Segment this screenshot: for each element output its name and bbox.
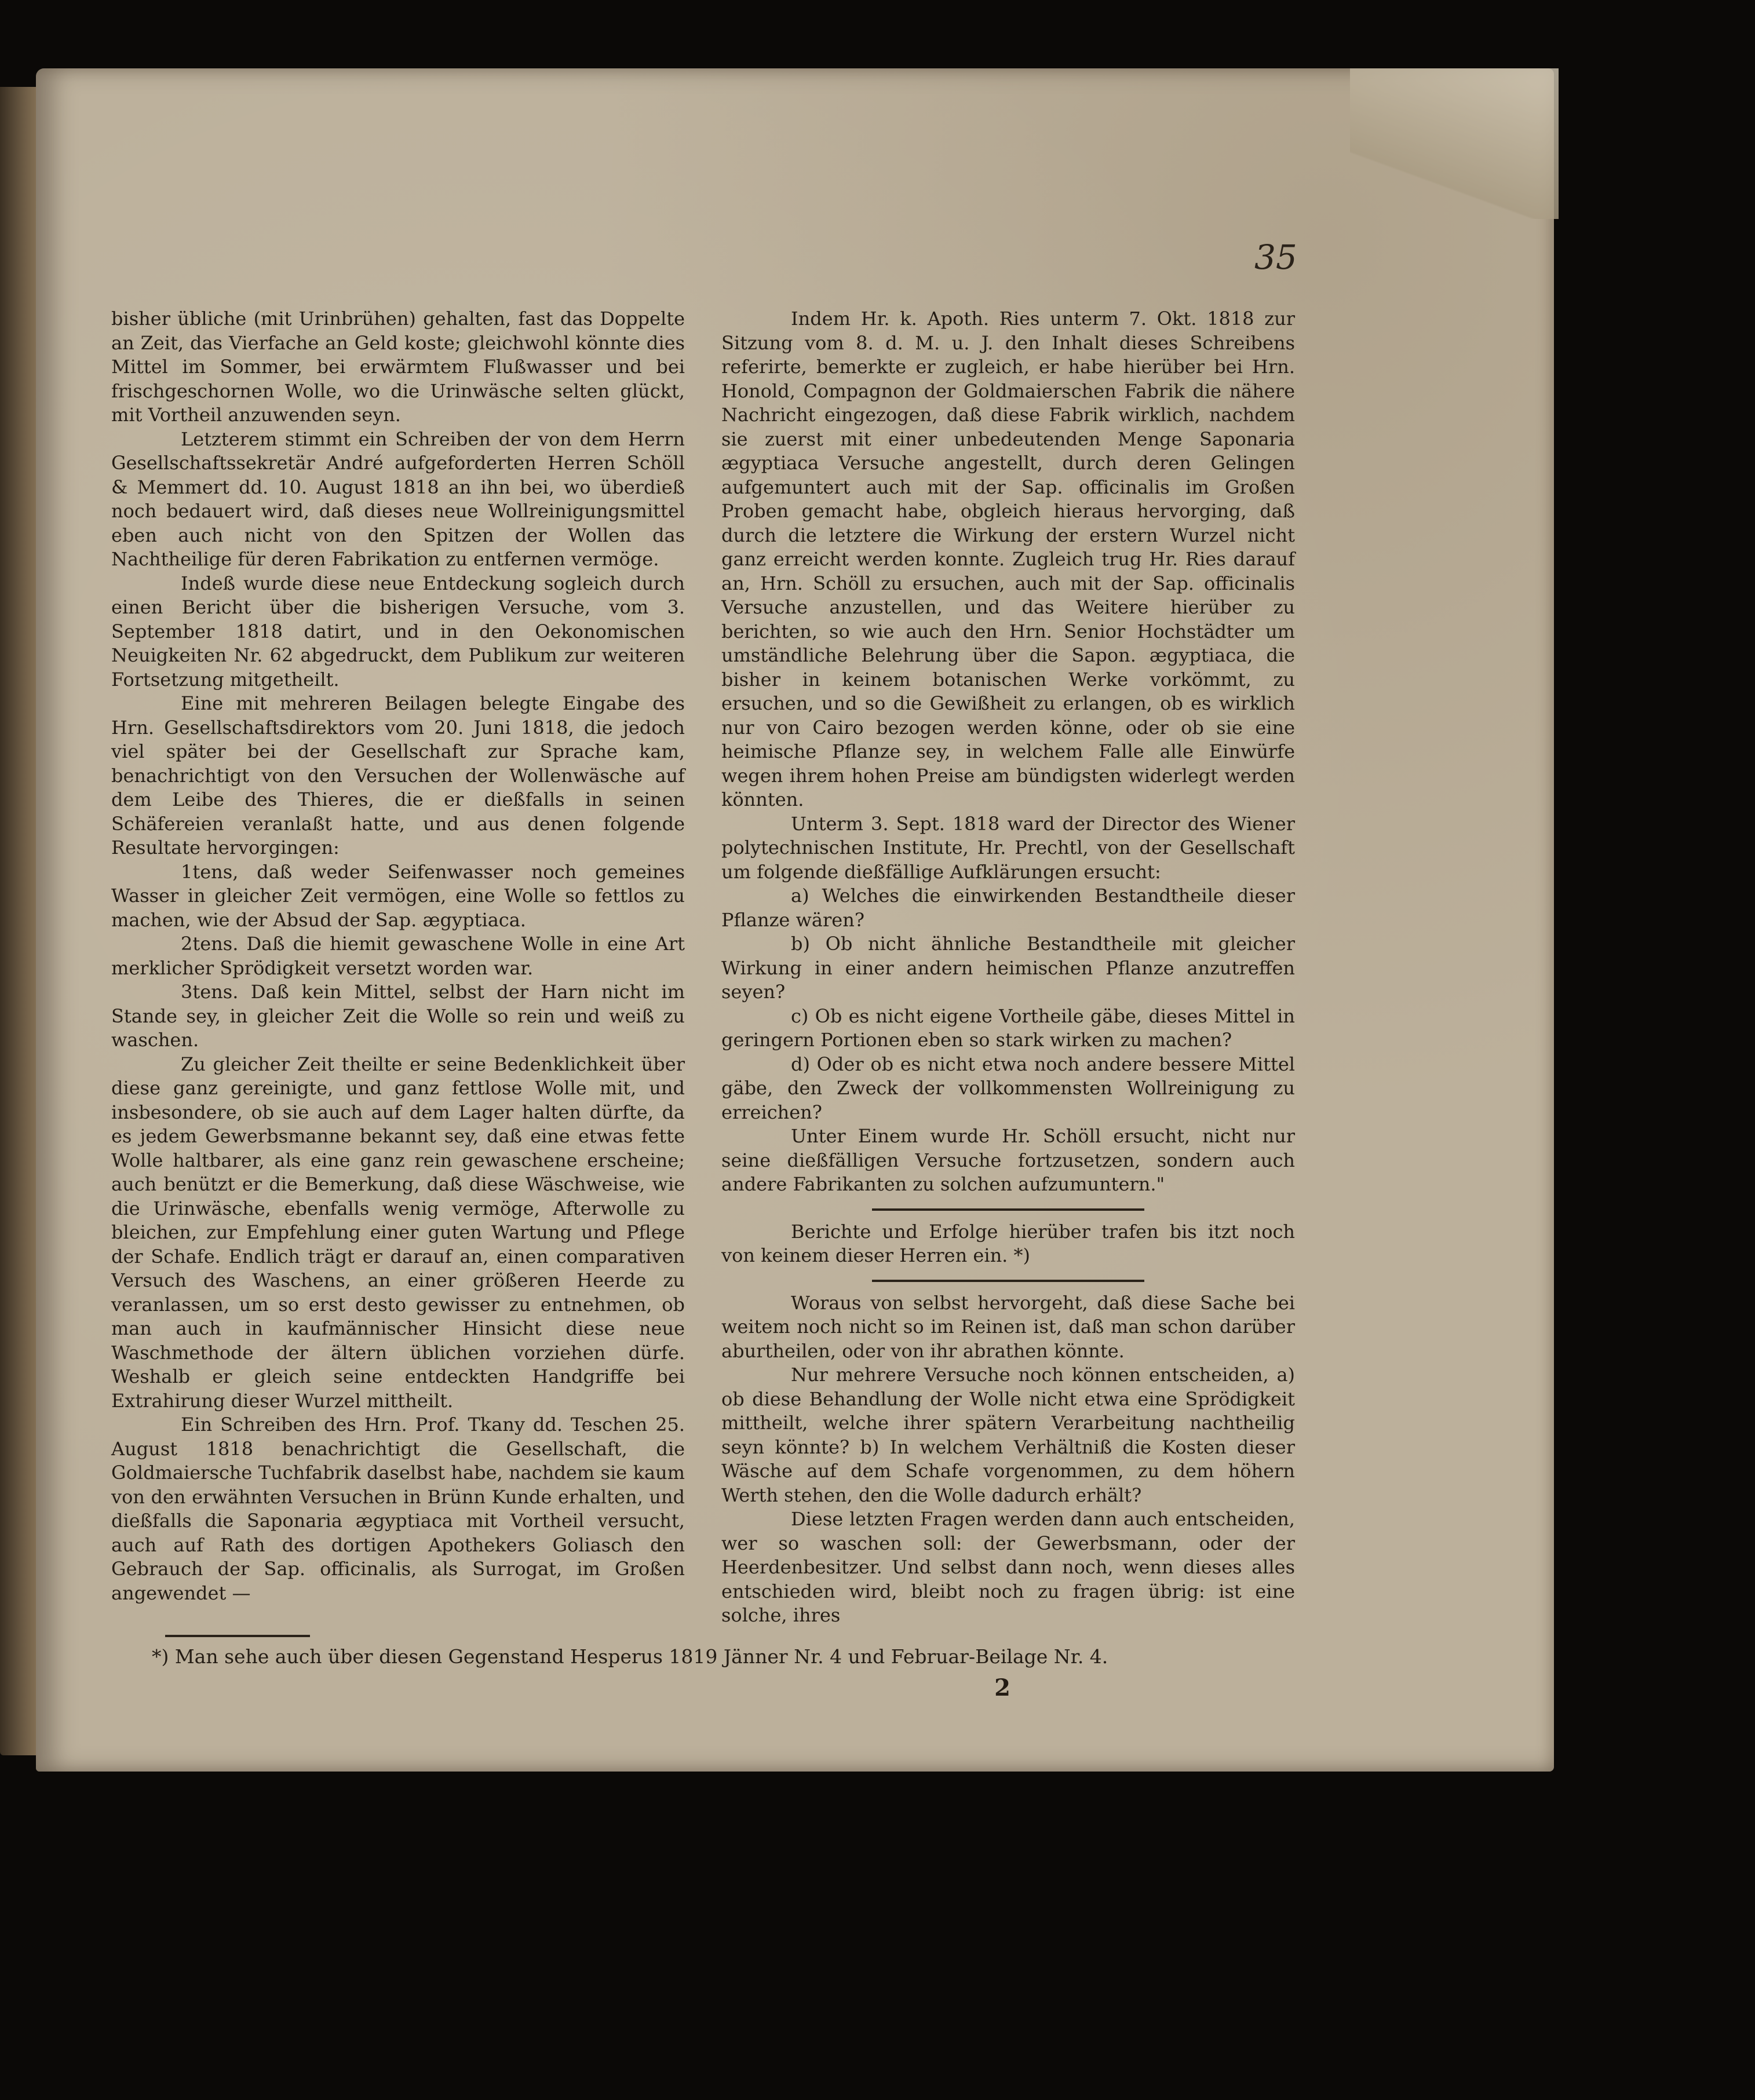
list-item: 1tens, daß weder Seifenwasser noch gemeines Wasser in gleicher Zeit vermögen, eine Wolle so fettlos zu machen, wie der Absud der Sap. ægyptiaca. xyxy=(111,860,685,931)
paragraph: Ein Schreiben des Hrn. Prof. Tkany dd. Teschen 25. August 1818 benachrichtigt die Gesellschaft, die Goldmaiersche Tuchfabrik daselbst habe, nachdem sie kaum von den erwähnten Versuchen in Brünn Kunde erhalten, und dießfalls die Saponaria ægyptiaca mit Vortheil versucht, auch auf Rath des dortigen Apothekers Goliasch den Gebrauch der Sap. officinalis, als Surrogat, im Großen angewendet — xyxy=(111,1414,685,1604)
page-corner-crease xyxy=(1350,68,1559,219)
list-item: 3tens. Daß kein Mittel, selbst der Harn nicht im Stande sey, in gleicher Zeit die Wolle so rein und weiß zu waschen. xyxy=(111,981,685,1051)
paragraph: bisher übliche (mit Urinbrühen) gehalten, fast das Doppelte an Zeit, das Vierfache an Geld koste; gleichwohl könnte dies Mittel im Sommer, bei erwärmtem Flußwasser und bei frischgeschornen Wolle, wo die Urinwäsche selten glückt, mit Vortheil anzuwenden seyn. xyxy=(111,308,685,426)
list-item: 2tens. Daß die hiemit gewaschene Wolle in eine Art merklicher Sprödigkeit versetzt worden war. xyxy=(111,933,685,979)
paragraph: Unterm 3. Sept. 1818 ward der Director des Wiener polytechnischen Institute, Hr. Prechtl, von der Gesellschaft um folgende dießfällige Aufklärungen ersucht: xyxy=(721,812,1295,883)
footnote: *) Man sehe auch über diesen Gegenstand Hesperus 1819 Jänner Nr. 4 und Februar-Beilage Nr. 4. xyxy=(152,1645,1108,1668)
paragraph: Berichte und Erfolge hierüber trafen bis itzt noch von keinem dieser Herren ein. *) xyxy=(721,1220,1295,1266)
paragraph: Letzterem stimmt ein Schreiben der von dem Herrn Gesellschaftssekretär André aufgeforderten Herren Schöll & Memmert dd. 10. August 1818 an ihn bei, wo überdieß noch bedauert wird, daß dieses neue Wollreinigungsmittel eben auch nicht von den Spitzen der Wollen das Nachtheilige für deren Fabrikation zu entfernen vermöge. xyxy=(111,428,685,570)
paragraph: Indeß wurde diese neue Entdeckung sogleich durch einen Bericht über die bisherigen Versuche, vom 3. September 1818 datirt, und in den Oekonomischen Neuigkeiten Nr. 62 abgedruckt, dem Publikum zur weiteren Fortsetzung mitgetheilt. xyxy=(111,572,685,691)
paragraph: Diese letzten Fragen werden dann auch entscheiden, wer so waschen soll: der Gewerbsmann, oder der Heerdenbesitzer. Und selbst dann noch, wenn dieses alles entschieden wird, bleibt noch zu fragen übrig: ist eine solche, ihres xyxy=(721,1508,1295,1626)
right-column xyxy=(721,307,1295,1639)
paragraph: Woraus von selbst hervorgeht, daß diese Sache bei weitem noch nicht so im Reinen ist, daß man schon darüber aburtheilen, oder von ihr abrathen könnte. xyxy=(721,1291,1295,1362)
paragraph: Nur mehrere Versuche noch können entscheiden, a) ob diese Behandlung der Wolle nicht etwa eine Sprödigkeit mittheilt, welche ihrer spätern Verarbeitung nachtheilig seyn könnte? b) In welchem Verhältniß die Kosten dieser Wäsche auf dem Schafe vorgenommen, zu dem höhern Werth stehen, den die Wolle dadurch erhält? xyxy=(721,1364,1295,1506)
section-divider xyxy=(872,1280,1144,1282)
page-number: 35 xyxy=(1254,238,1297,277)
list-item: d) Oder ob es nicht etwa noch andere bessere Mittel gäbe, den Zweck der vollkommensten Wollreinigung zu erreichen? xyxy=(721,1053,1295,1123)
paragraph: Unter Einem wurde Hr. Schöll ersucht, nicht nur seine dießfälligen Versuche fortzusetzen, sondern auch andere Fabrikanten zu solchen aufzumuntern." xyxy=(721,1125,1295,1195)
left-column xyxy=(111,307,685,1639)
list-item: b) Ob nicht ähnliche Bestandtheile mit gleicher Wirkung in einer andern heimischen Pflanze anzutreffen seyen? xyxy=(721,933,1295,1003)
book-spine-edge xyxy=(0,87,41,1755)
signature-mark: 2 xyxy=(994,1674,1010,1701)
list-item: c) Ob es nicht eigene Vortheile gäbe, dieses Mittel in geringern Portionen eben so stark wirken zu machen? xyxy=(721,1005,1295,1051)
paragraph: Zu gleicher Zeit theilte er seine Bedenklichkeit über diese ganz gereinigte, und ganz fettlose Wolle mit, und insbesondere, ob sie auch auf dem Lager halten dürfte, da es jedem Gewerbsmanne bekannt sey, daß eine etwas fette Wolle haltbarer, als eine ganz rein gewaschene erscheine; auch benützt er die Bemerkung, daß diese Wäschweise, wie die Urinwäsche, ebenfalls wenig vermöge, Afterwolle zu bleichen, zur Empfehlung einer guten Wartung und Pflege der Schafe. Endlich trägt er darauf an, einen comparativen Versuch des Waschens, an einer größeren Heerde zu veranlassen, um so erst desto gewisser zu entnehmen, ob man auch in kaufmännischer Hinsicht diese neue Waschmethode der ältern üblichen vorziehen dürfe. Weshalb er gleich seine entdeckten Handgriffe bei Extrahirung dieser Wurzel mittheilt. xyxy=(111,1053,685,1412)
list-item: a) Welches die einwirkenden Bestandtheile dieser Pflanze wären? xyxy=(721,885,1295,931)
section-divider xyxy=(872,1208,1144,1211)
paragraph: Eine mit mehreren Beilagen belegte Eingabe des Hrn. Gesellschaftsdirektors vom 20. Juni 1818, die jedoch viel später bei der Gesellschaft zur Sprache kam, benachrichtigt von den Versuchen der Wollenwäsche auf dem Leibe des Thieres, die er dießfalls in seinen Schäfereien veranlaßt hatte, und aus denen folgende Resultate hervorgingen: xyxy=(111,692,685,859)
footnote-rule xyxy=(165,1635,310,1637)
paragraph: Indem Hr. k. Apoth. Ries unterm 7. Okt. 1818 zur Sitzung vom 8. d. M. u. J. den Inhalt dieses Schreibens referirte, bemerkte er zugleich, er habe hierüber bei Hrn. Honold, Compagnon der Goldmaierschen Fabrik die nähere Nachricht eingezogen, daß diese Fabrik wirklich, nachdem sie zuerst mit einer unbedeutenden Menge Saponaria ægyptiaca Versuche angestellt, durch deren Gelingen aufgemuntert auch mit der Sap. officinalis im Großen Proben gemacht habe, obgleich hieraus hervorging, daß durch die letztere die Wirkung der erstern Wurzel nicht ganz erreicht werden konnte. Zugleich trug Hr. Ries darauf an, Hrn. Schöll zu ersuchen, auch mit der Sap. officinalis Versuche anzustellen, und das Weitere hierüber zu berichten, so wie auch den Hrn. Senior Hochstädter um umständliche Belehrung über die Sapon. ægyptiaca, die bisher in keinem botanischen Werke vorkömmt, zu ersuchen, und so die Gewißheit zu erlangen, ob es wirklich nur von Cairo bezogen werden könne, oder ob sie eine heimische Pflanze sey, in welchem Falle alle Einwürfe wegen ihrem hohen Preise am bündigsten widerlegt werden könnten. xyxy=(721,308,1295,810)
